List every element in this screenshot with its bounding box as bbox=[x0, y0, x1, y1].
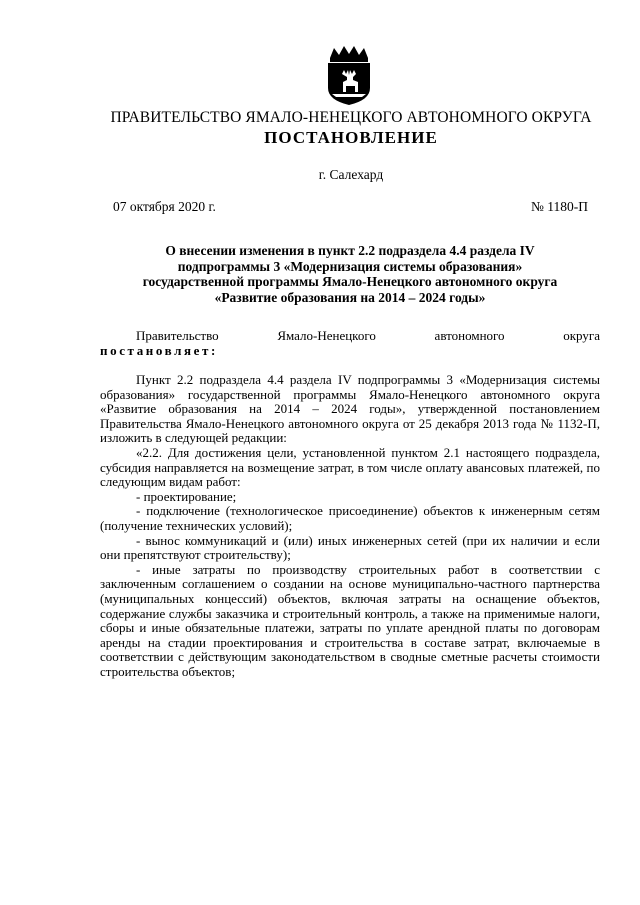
body-list-item: - подключение (технологическое присоединение) объектов к инженерным сетям (получение технических условий); bbox=[100, 503, 600, 533]
organization-name: ПРАВИТЕЛЬСТВО ЯМАЛО-НЕНЕЦКОГО АВТОНОМНОГО ОКРУГА bbox=[110, 109, 592, 126]
body-list-item: - проектирование; bbox=[136, 488, 237, 504]
subject-line: государственной программы Ямало-Ненецкого автономного округа bbox=[142, 274, 558, 289]
document-body bbox=[100, 373, 600, 679]
yamal-nenets-coat-of-arms-icon bbox=[322, 44, 376, 106]
document-type: ПОСТАНОВЛЕНИЕ bbox=[264, 128, 438, 147]
subject-line: подпрограммы 3 «Модернизация системы образования» bbox=[177, 258, 523, 274]
preamble-decree-word: постановляет: bbox=[100, 342, 218, 358]
document-subject bbox=[100, 243, 600, 305]
body-paragraph: Пункт 2.2 подраздела 4.4 раздела IV подпрограммы 3 «Модернизация системы образования» государственной программы Ямало-Ненецкого автономного округа «Развитие образования на 2014 – 2024 годы», утвержденной постановлением Правительства Ямало-Ненецкого автономного округа от 25 декабря 2013 года № 1132-П, изложить в следующей редакции: bbox=[100, 372, 600, 446]
city: г. Салехард bbox=[318, 167, 384, 182]
document-number: № 1180-П bbox=[531, 199, 588, 214]
preamble-issuer: Правительство Ямало-Ненецкого автономного округа bbox=[136, 328, 600, 343]
body-paragraph: «2.2. Для достижения цели, установленной пунктом 2.1 настоящего подраздела, субсидия направляется на возмещение затрат, в том числе оплату авансовых платежей, по следующим видам работ: bbox=[100, 444, 600, 490]
subject-line: «Развитие образования на 2014 – 2024 годы» bbox=[214, 289, 486, 305]
subject-line: О внесении изменения в пункт 2.2 подраздела 4.4 раздела IV bbox=[165, 243, 535, 258]
preamble bbox=[100, 329, 600, 358]
document-date: 07 октября 2020 г. bbox=[113, 199, 216, 214]
body-list-item: - вынос коммуникаций и (или) иных инженерных сетей (при их наличии и если они препятствуют строительству); bbox=[100, 532, 600, 563]
body-list-item: - иные затраты по производству строительных работ в соответствии с заключенным соглашением о создании на основе муниципально-частного партнерства (муниципальных концессий) объектов, включая затраты на оснащение объектов, содержание службы заказчика и строительный контроль, а также на применимые налоги, сборы и иные обязательные платежи, затраты по уплате арендной платы по договорам аренды на стадии проектирования и строительства в составе затрат, включаемые в соответствии с действующим законодательством в сводные сметные расчеты стоимости строительства объектов; bbox=[100, 561, 600, 679]
